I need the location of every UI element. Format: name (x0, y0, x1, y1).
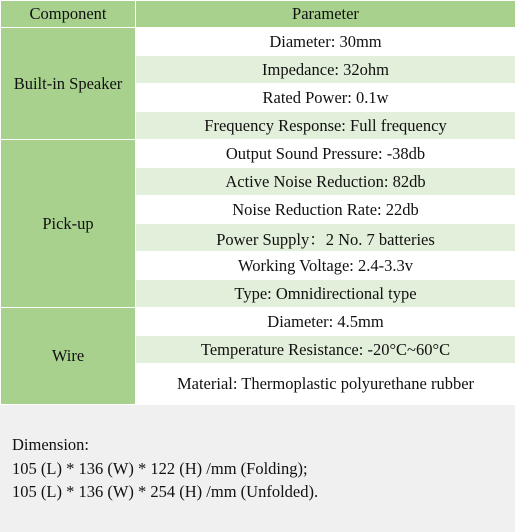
header-component: Component (1, 1, 136, 28)
dimension-label: Dimension: (12, 435, 89, 454)
param-type: Type: Omnidirectional type (136, 280, 515, 308)
param-wire-diameter: Diameter: 4.5mm (136, 308, 515, 336)
param-power-supply: Power Supply：2 No. 7 batteries (136, 224, 515, 252)
param-material: Material: Thermoplastic polyurethane rubber (136, 364, 515, 405)
header-parameter: Parameter (136, 1, 515, 28)
param-active-noise-reduction: Active Noise Reduction: 82db (136, 168, 515, 196)
table-row (1, 28, 515, 56)
header-row (1, 1, 515, 28)
param-output-sound-pressure: Output Sound Pressure: -38db (136, 140, 515, 168)
component-pick-up: Pick-up (1, 140, 136, 308)
param-working-voltage: Working Voltage: 2.4-3.3v (136, 252, 515, 280)
param-speaker-frequency-response: Frequency Response: Full frequency (136, 112, 515, 140)
param-speaker-impedance: Impedance: 32ohm (136, 56, 515, 84)
param-temperature-resistance: Temperature Resistance: -20°C~60°C (136, 336, 515, 364)
dimension-block (12, 433, 318, 504)
param-speaker-rated-power: Rated Power: 0.1w (136, 84, 515, 112)
dimension-folding: 105 (L) * 136 (W) * 122 (H) /mm (Folding); (12, 458, 308, 478)
component-built-in-speaker: Built-in Speaker (1, 28, 136, 140)
param-noise-reduction-rate: Noise Reduction Rate: 22db (136, 196, 515, 224)
param-speaker-diameter: Diameter: 30mm (136, 28, 515, 56)
dimension-unfolded: 105 (L) * 136 (W) * 254 (H) /mm (Unfolded). (12, 482, 319, 501)
table-row (1, 308, 515, 336)
table-row (1, 140, 515, 168)
component-wire: Wire (1, 308, 136, 405)
